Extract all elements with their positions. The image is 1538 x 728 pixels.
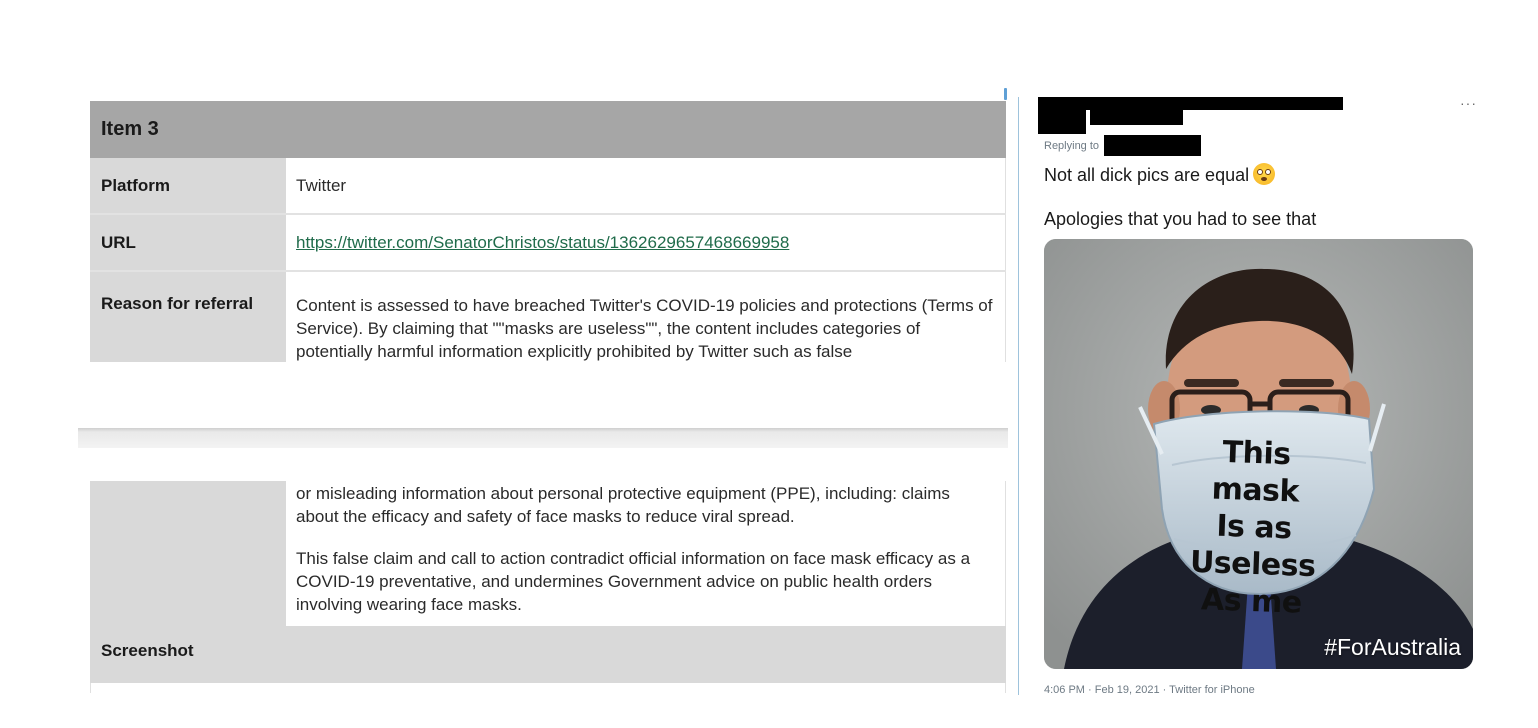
platform-value: Twitter — [286, 158, 1006, 213]
replying-to-label: Replying to — [1044, 140, 1100, 152]
reason-text-part2: or misleading information about personal protective equipment (PPE), including: claims about the efficacy and safety of face masks to reduce viral spread. — [296, 484, 950, 526]
table-tail — [90, 683, 1006, 693]
tweet-text-line1-label: Not all dick pics are equal — [1044, 165, 1250, 185]
redacted-reply-handle — [1104, 135, 1201, 156]
tweet-text-line1 — [1044, 163, 1275, 186]
more-icon[interactable]: ··· — [1460, 95, 1477, 111]
meme-line: This mask — [1211, 434, 1300, 510]
reason-label-cell — [90, 481, 286, 626]
reason-continued-cell — [286, 481, 1006, 626]
tweet-text-line2: Apologies that you had to see that — [1044, 209, 1317, 229]
platform-row — [90, 158, 1006, 215]
url-label: URL — [90, 215, 286, 270]
referral-table-top — [90, 101, 1006, 362]
tweet-timestamp[interactable]: 4:06 PM · Feb 19, 2021 · Twitter for iPhone — [1044, 684, 1255, 696]
page-break — [78, 428, 1008, 448]
tweet-divider — [1018, 97, 1019, 695]
platform-label: Platform — [90, 158, 286, 213]
reason-text-part3: This false claim and call to action contradict official information on face mask efficacy as a COVID-19 preventative, and undermines Government advice on public health orders involving wearing face masks. — [296, 549, 971, 614]
flushed-face-emoji-icon — [1253, 163, 1275, 185]
reason-row — [90, 272, 1006, 362]
screenshot-label: Screenshot — [90, 626, 1006, 683]
divider-marker — [1004, 88, 1007, 100]
url-row — [90, 215, 1006, 272]
tweet-image[interactable] — [1044, 239, 1473, 669]
redacted-handle — [1090, 110, 1183, 125]
tweet-url-link[interactable]: https://twitter.com/SenatorChristos/status/1362629657468669958 — [296, 233, 790, 252]
meme-line: Is as — [1215, 508, 1293, 547]
item-title: Item 3 — [90, 101, 1006, 158]
reason-label: Reason for referral — [90, 272, 286, 362]
meme-line: Useless — [1189, 544, 1316, 585]
referral-table-bottom — [90, 481, 1006, 693]
redacted-avatar — [1038, 110, 1086, 134]
meme-text — [1171, 432, 1337, 622]
redacted-display-name — [1038, 97, 1343, 110]
reason-continued-row — [90, 481, 1006, 626]
meme-line: As me — [1200, 582, 1303, 621]
reason-text-part1: Content is assessed to have breached Twitter's COVID-19 policies and protections (Terms of Service). By claiming that ""masks are useless"", the content includes categories of potentially harmful information explicitly prohibited by Twitter such as false — [286, 272, 1006, 362]
tweet-card — [1030, 97, 1518, 697]
url-value-cell — [286, 215, 1006, 270]
hashtag-watermark: #ForAustralia — [1324, 634, 1461, 660]
